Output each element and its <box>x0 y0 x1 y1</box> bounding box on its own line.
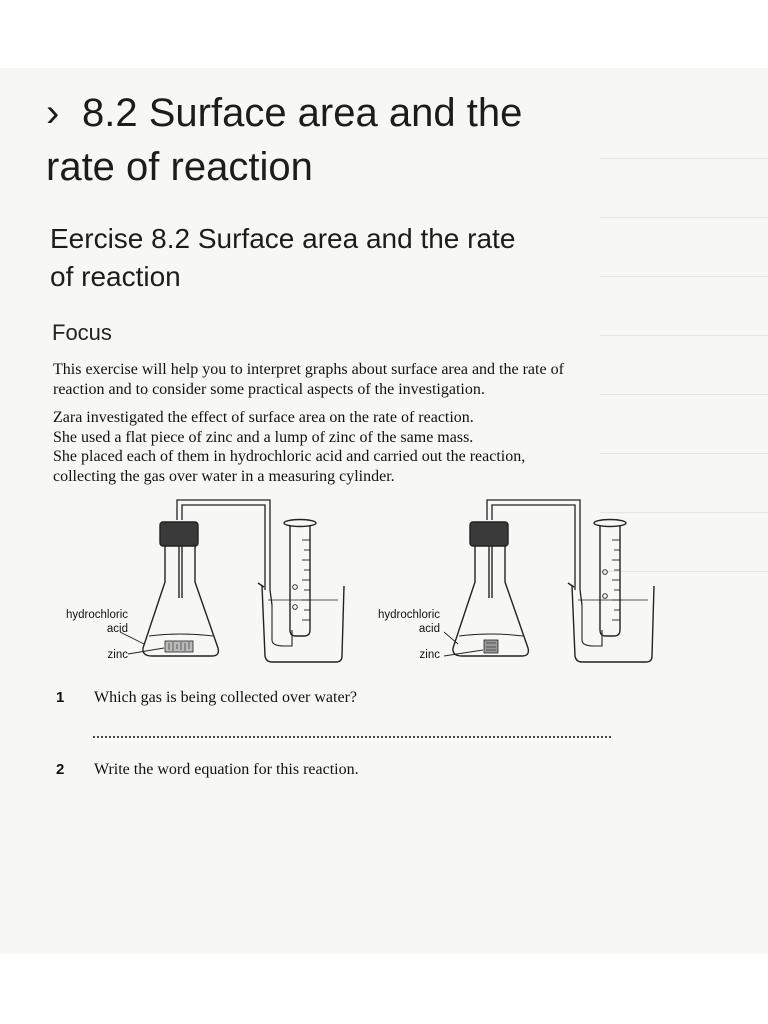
textbook-page <box>0 68 768 954</box>
question-number: 2 <box>56 761 65 778</box>
section-title-line1: 8.2 Surface area and the <box>82 91 523 135</box>
left-zinc-label: zinc <box>107 649 128 661</box>
acid-label-line1: hydrochloric <box>66 609 128 621</box>
question-number: 1 <box>56 689 65 706</box>
question-text: Write the word equation for this reaction. <box>94 761 359 778</box>
right-zinc-label: zinc <box>419 649 440 661</box>
context-paragraph <box>53 408 633 486</box>
apparatus-figure <box>40 490 680 680</box>
context-line: She placed each of them in hydrochloric acid and carried out the reaction, <box>53 448 526 465</box>
right-acid-label <box>368 608 440 636</box>
acid-label-line1: hydrochloric <box>378 609 440 621</box>
acid-label-line2: acid <box>106 623 128 635</box>
acid-label-line2: acid <box>418 623 440 635</box>
exercise-title-line2: of reaction <box>50 261 181 292</box>
context-line: collecting the gas over water in a measuring cylinder. <box>53 467 395 485</box>
exercise-title <box>50 220 610 296</box>
left-acid-label <box>56 608 128 636</box>
focus-intro: This exercise will help you to interpret graphs about surface area and the rate of reaction and to consider some practical aspects of the investigation. <box>53 361 564 398</box>
question-text: Which gas is being collected over water? <box>94 689 357 706</box>
chevron-right-icon: › <box>46 91 60 135</box>
section-title <box>46 86 646 194</box>
context-line: She used a flat piece of zinc and a lump of zinc of the same mass. <box>53 428 474 446</box>
answer-line[interactable] <box>93 728 611 738</box>
focus-heading: Focus <box>52 320 112 345</box>
exercise-title-line1: Eercise 8.2 Surface area and the rate <box>50 223 516 254</box>
section-title-line2: rate of reaction <box>46 145 313 189</box>
context-line: Zara investigated the effect of surface area on the rate of reaction. <box>53 409 474 426</box>
apparatus-diagram <box>40 490 680 680</box>
